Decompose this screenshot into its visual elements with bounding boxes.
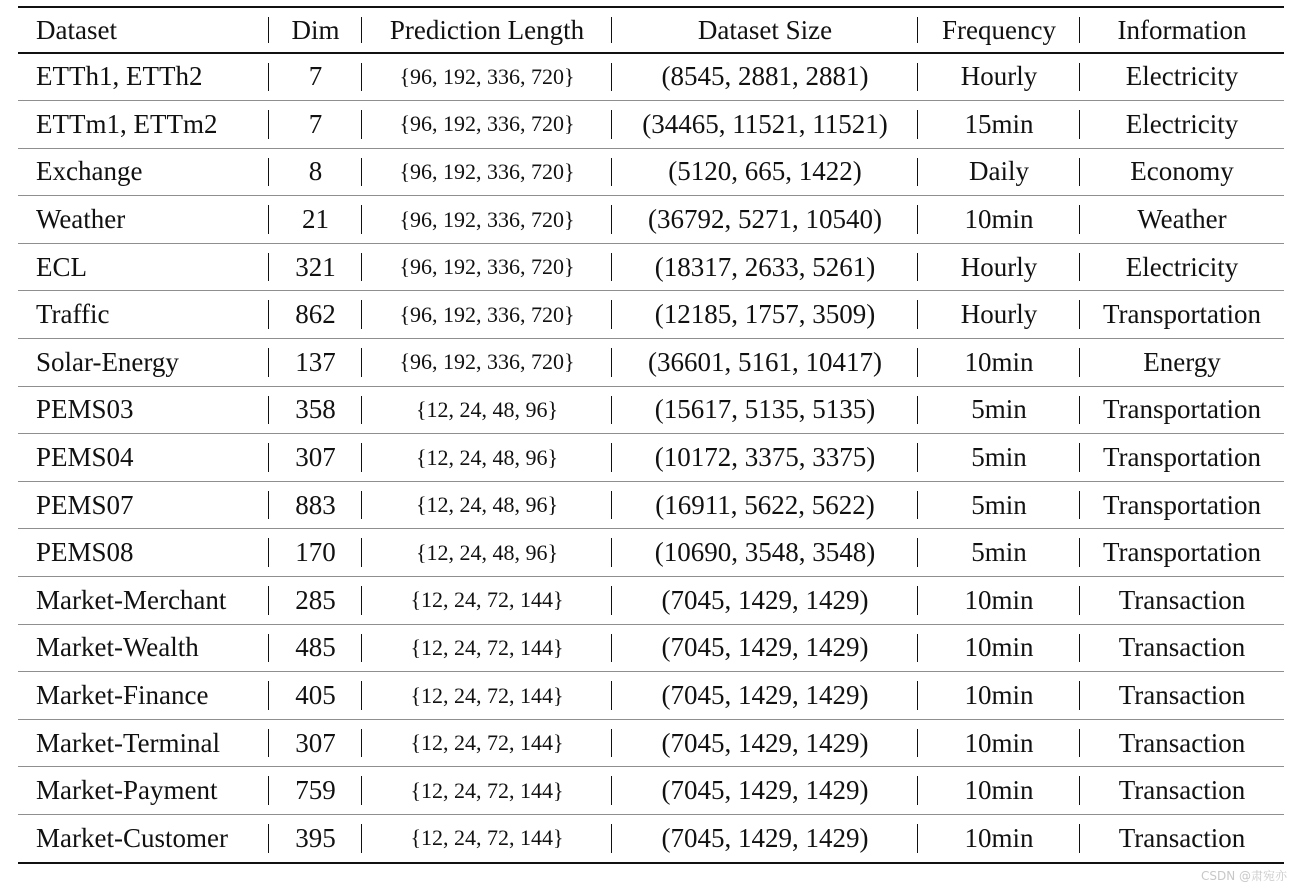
cell-frequency: 10min: [918, 672, 1080, 719]
cell-dataset-size: (7045, 1429, 1429): [612, 815, 918, 862]
table-row: [18, 291, 1284, 339]
cell-dataset-size: (7045, 1429, 1429): [612, 720, 918, 767]
table-row: [18, 196, 1284, 244]
cell-information: Transportation: [1102, 537, 1261, 568]
cell-dim: 883: [269, 482, 362, 529]
table-row: [18, 625, 1284, 673]
cell-information: Economy: [1130, 156, 1234, 187]
cell-information: Transaction: [1118, 680, 1246, 711]
cell-dataset-size: (5120, 665, 1422): [612, 149, 918, 196]
header-frequency: Frequency: [918, 8, 1080, 52]
cell-prediction-length: {96, 192, 336, 720}: [362, 149, 612, 196]
cell-dataset: Market-Terminal: [18, 720, 269, 767]
cell-prediction-length: {12, 24, 48, 96}: [362, 434, 612, 481]
cell-prediction-length: {96, 192, 336, 720}: [362, 291, 612, 338]
table-row: [18, 339, 1284, 387]
table-row: [18, 815, 1284, 862]
cell-prediction-length: {12, 24, 72, 144}: [362, 815, 612, 862]
cell-dataset-size: (10690, 3548, 3548): [612, 529, 918, 576]
cell-dataset-size: (34465, 11521, 11521): [612, 101, 918, 148]
cell-information: Transaction: [1118, 584, 1246, 615]
cell-prediction-length: {12, 24, 72, 144}: [362, 625, 612, 672]
header-dataset-size: Dataset Size: [612, 8, 918, 52]
cell-dim: 137: [269, 339, 362, 386]
cell-dataset: ETTm1, ETTm2: [18, 101, 269, 148]
header-dim: Dim: [269, 8, 362, 52]
cell-frequency: 15min: [918, 101, 1080, 148]
cell-dataset-size: (36792, 5271, 10540): [612, 196, 918, 243]
cell-frequency: 10min: [918, 196, 1080, 243]
dataset-table: [18, 6, 1284, 864]
cell-frequency: 10min: [918, 720, 1080, 767]
table-row: [18, 672, 1284, 720]
cell-dataset-size: (7045, 1429, 1429): [612, 625, 918, 672]
cell-dim: 8: [269, 149, 362, 196]
cell-frequency: 5min: [918, 482, 1080, 529]
cell-dataset-size: (16911, 5622, 5622): [612, 482, 918, 529]
cell-dim: 405: [269, 672, 362, 719]
cell-information: Transaction: [1118, 775, 1246, 806]
cell-dataset: ETTh1, ETTh2: [18, 54, 269, 101]
table-row: [18, 434, 1284, 482]
cell-dim: 307: [269, 434, 362, 481]
cell-dataset-size: (10172, 3375, 3375): [612, 434, 918, 481]
cell-dataset-size: (8545, 2881, 2881): [612, 54, 918, 101]
cell-dim: 759: [269, 767, 362, 814]
cell-dim: 7: [269, 101, 362, 148]
cell-frequency: 10min: [918, 815, 1080, 862]
cell-information: Electricity: [1125, 108, 1239, 139]
cell-dataset: Weather: [18, 196, 269, 243]
cell-prediction-length: {96, 192, 336, 720}: [362, 101, 612, 148]
cell-information: Transportation: [1102, 442, 1261, 473]
cell-information: Transportation: [1102, 299, 1261, 330]
cell-prediction-length: {96, 192, 336, 720}: [362, 54, 612, 101]
cell-dataset-size: (18317, 2633, 5261): [612, 244, 918, 291]
cell-dataset-size: (7045, 1429, 1429): [612, 767, 918, 814]
table-row: [18, 149, 1284, 197]
table-row: [18, 577, 1284, 625]
cell-information: Electricity: [1125, 61, 1239, 92]
cell-dataset-size: (7045, 1429, 1429): [612, 672, 918, 719]
cell-prediction-length: {12, 24, 48, 96}: [362, 529, 612, 576]
cell-prediction-length: {12, 24, 72, 144}: [362, 720, 612, 767]
cell-dataset: Market-Finance: [18, 672, 269, 719]
cell-dataset-size: (7045, 1429, 1429): [612, 577, 918, 624]
cell-prediction-length: {96, 192, 336, 720}: [362, 339, 612, 386]
cell-dataset: Market-Payment: [18, 767, 269, 814]
cell-frequency: Hourly: [918, 291, 1080, 338]
table-row: [18, 482, 1284, 530]
cell-dim: 21: [269, 196, 362, 243]
table-bottom-rule: [18, 862, 1284, 864]
cell-information: Transportation: [1102, 489, 1261, 520]
cell-dim: 307: [269, 720, 362, 767]
cell-prediction-length: {12, 24, 72, 144}: [362, 672, 612, 719]
cell-information: Weather: [1137, 204, 1227, 235]
cell-frequency: 10min: [918, 577, 1080, 624]
table-body: [18, 54, 1284, 862]
cell-prediction-length: {12, 24, 48, 96}: [362, 482, 612, 529]
cell-dataset: Exchange: [18, 149, 269, 196]
cell-dataset: Market-Merchant: [18, 577, 269, 624]
cell-dim: 321: [269, 244, 362, 291]
cell-frequency: 10min: [918, 767, 1080, 814]
watermark: CSDN @肃宛亦: [1200, 869, 1287, 883]
cell-prediction-length: {96, 192, 336, 720}: [362, 196, 612, 243]
cell-dim: 7: [269, 54, 362, 101]
cell-information: Transaction: [1118, 727, 1246, 758]
cell-frequency: 10min: [918, 625, 1080, 672]
cell-dim: 285: [269, 577, 362, 624]
cell-dim: 358: [269, 387, 362, 434]
table-row: [18, 767, 1284, 815]
cell-dataset: PEMS04: [18, 434, 269, 481]
cell-dataset: Solar-Energy: [18, 339, 269, 386]
table-row: [18, 387, 1284, 435]
cell-frequency: Hourly: [918, 244, 1080, 291]
cell-dataset: PEMS03: [18, 387, 269, 434]
cell-dataset-size: (36601, 5161, 10417): [612, 339, 918, 386]
table-row: [18, 101, 1284, 149]
table-row: [18, 244, 1284, 292]
cell-dim: 485: [269, 625, 362, 672]
cell-dataset: Market-Wealth: [18, 625, 269, 672]
cell-prediction-length: {96, 192, 336, 720}: [362, 244, 612, 291]
cell-dataset-size: (12185, 1757, 3509): [612, 291, 918, 338]
cell-dim: 862: [269, 291, 362, 338]
cell-dim: 170: [269, 529, 362, 576]
table-row: [18, 529, 1284, 577]
cell-dataset: PEMS08: [18, 529, 269, 576]
cell-information: Electricity: [1125, 251, 1239, 282]
cell-frequency: 10min: [918, 339, 1080, 386]
cell-prediction-length: {12, 24, 72, 144}: [362, 767, 612, 814]
header-information: Information: [1117, 14, 1247, 45]
cell-frequency: Daily: [918, 149, 1080, 196]
cell-dim: 395: [269, 815, 362, 862]
cell-frequency: 5min: [918, 434, 1080, 481]
cell-information: Transaction: [1118, 822, 1246, 853]
cell-prediction-length: {12, 24, 48, 96}: [362, 387, 612, 434]
cell-dataset-size: (15617, 5135, 5135): [612, 387, 918, 434]
table-header-row: [18, 8, 1284, 52]
header-prediction-length: Prediction Length: [362, 8, 612, 52]
cell-frequency: 5min: [918, 529, 1080, 576]
cell-dataset: Traffic: [18, 291, 269, 338]
cell-dataset: ECL: [18, 244, 269, 291]
cell-dataset: Market-Customer: [18, 815, 269, 862]
cell-information: Transaction: [1118, 632, 1246, 663]
cell-dataset: PEMS07: [18, 482, 269, 529]
table-row: [18, 54, 1284, 102]
table-row: [18, 720, 1284, 768]
header-dataset: Dataset: [18, 8, 269, 52]
cell-frequency: Hourly: [918, 54, 1080, 101]
cell-frequency: 5min: [918, 387, 1080, 434]
cell-information: Transportation: [1102, 394, 1261, 425]
cell-prediction-length: {12, 24, 72, 144}: [362, 577, 612, 624]
cell-information: Energy: [1143, 346, 1221, 377]
